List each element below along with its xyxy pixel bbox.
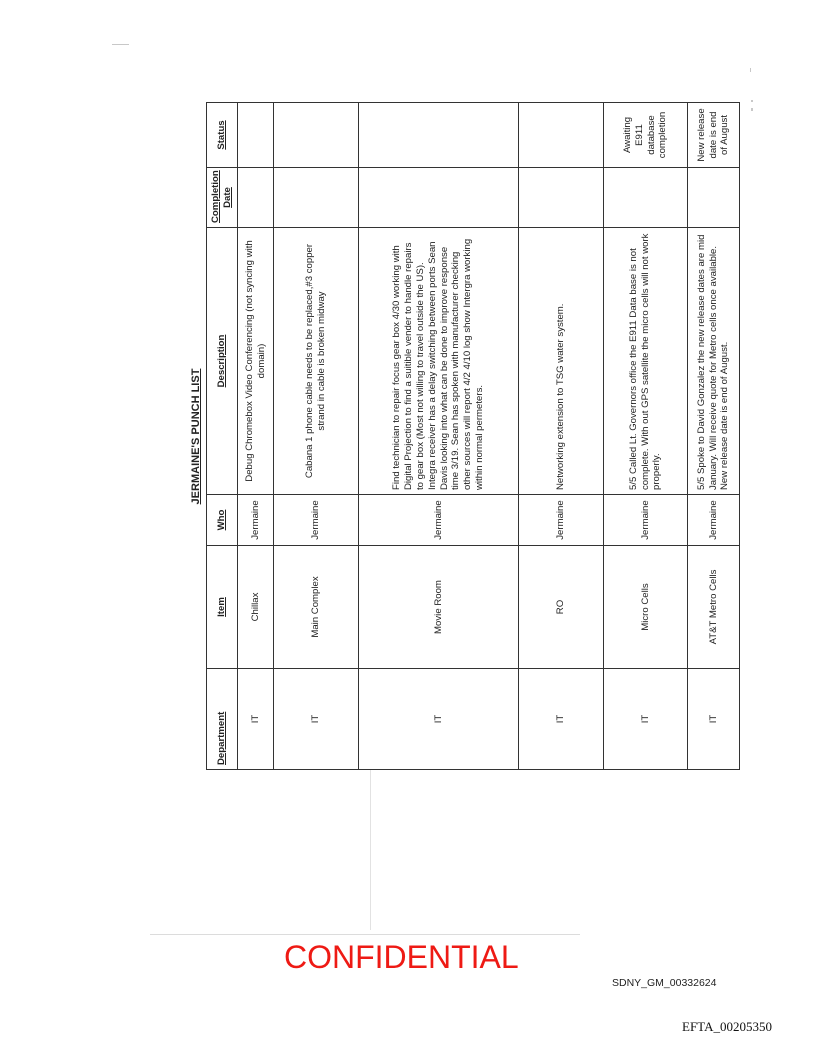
table-row: [519, 103, 604, 770]
cell-status: [274, 103, 359, 168]
table-row: [688, 103, 740, 770]
scan-mark: [750, 68, 751, 72]
cell-who: Jermaine: [359, 495, 519, 546]
cell-description: 5/5 Called Lt. Governors office the E911 Data base is not complete. With out GPS satellite the micro cells will not work properly.: [604, 228, 688, 495]
cell-item: RO: [519, 546, 604, 669]
cell-status: [359, 103, 519, 168]
cell-completion-date: [519, 168, 604, 228]
table-row: [238, 103, 274, 770]
cell-description: Cabana 1 phone cable needs to be replaced,#3 copper strand in cable is broken midway: [274, 228, 359, 495]
punch-list-sheet: [186, 103, 738, 770]
punch-list-table: [206, 102, 740, 770]
table-row: [359, 103, 519, 770]
cell-who: Jermaine: [519, 495, 604, 546]
cell-item: Main Complex: [274, 546, 359, 669]
cell-completion-date: [688, 168, 740, 228]
cell-completion-date: [604, 168, 688, 228]
cell-status: [519, 103, 604, 168]
cell-who: Jermaine: [688, 495, 740, 546]
header-department: Department: [207, 669, 238, 770]
header-item: Item: [207, 546, 238, 669]
efta-number: EFTA_00205350: [682, 1019, 772, 1034]
cell-completion-date: [359, 168, 519, 228]
cell-description: Debug Chromebox Video Conferencing (not syncing with domain): [238, 228, 274, 495]
cell-status: Awaiting E911 database completion: [604, 103, 688, 168]
cell-description: Find technician to repair focus gear box 4/30 working with Digital Projection to find a suitible vender to handle repairs to gear box (Most not willing to travel outside the US). Integra receiver has a delay switching between ports Sean Davis looking into what can be done to improve response time 3/19. Sean has spoken with manufacturer checking other sources will report 4/2 4/10 log show Intergra working within normal permeters.: [359, 228, 519, 495]
table-header-row: [207, 103, 238, 770]
cell-who: Jermaine: [238, 495, 274, 546]
confidential-stamp: CONFIDENTIAL: [284, 939, 519, 975]
cell-item: Micro Cells: [604, 546, 688, 669]
cell-department: IT: [688, 669, 740, 770]
cell-completion-date: [274, 168, 359, 228]
cell-completion-date: [238, 168, 274, 228]
cell-who: Jermaine: [604, 495, 688, 546]
cell-department: IT: [274, 669, 359, 770]
table-row: [274, 103, 359, 770]
header-completion-date: Completion Date: [207, 168, 238, 228]
scan-mark: [751, 100, 753, 102]
cell-item: Movie Room: [359, 546, 519, 669]
cell-department: IT: [519, 669, 604, 770]
document-title: JERMAINE'S PUNCH LIST: [190, 368, 202, 505]
header-status: Status: [207, 103, 238, 168]
bates-number: SDNY_GM_00332624: [612, 977, 717, 989]
cell-item: Chillax: [238, 546, 274, 669]
cell-status: [238, 103, 274, 168]
header-description: Description: [207, 228, 238, 495]
cell-department: IT: [604, 669, 688, 770]
cell-item: AT&T Metro Cells: [688, 546, 740, 669]
scan-mark: [751, 108, 753, 111]
scan-mark: [150, 934, 580, 935]
table-row: [604, 103, 688, 770]
cell-description: 5/5 Spoke to David Gonzalez the new release dates are mid January. Will receive quote for Metro cells once available. New release date is end of August.: [688, 228, 740, 495]
cell-status: New release date is end of August: [688, 103, 740, 168]
scan-mark: [112, 44, 129, 45]
cell-department: IT: [359, 669, 519, 770]
cell-who: Jermaine: [274, 495, 359, 546]
cell-department: IT: [238, 669, 274, 770]
scan-mark: [370, 770, 371, 930]
cell-description: Networking extension to TSG water system.: [519, 228, 604, 495]
header-who: Who: [207, 495, 238, 546]
